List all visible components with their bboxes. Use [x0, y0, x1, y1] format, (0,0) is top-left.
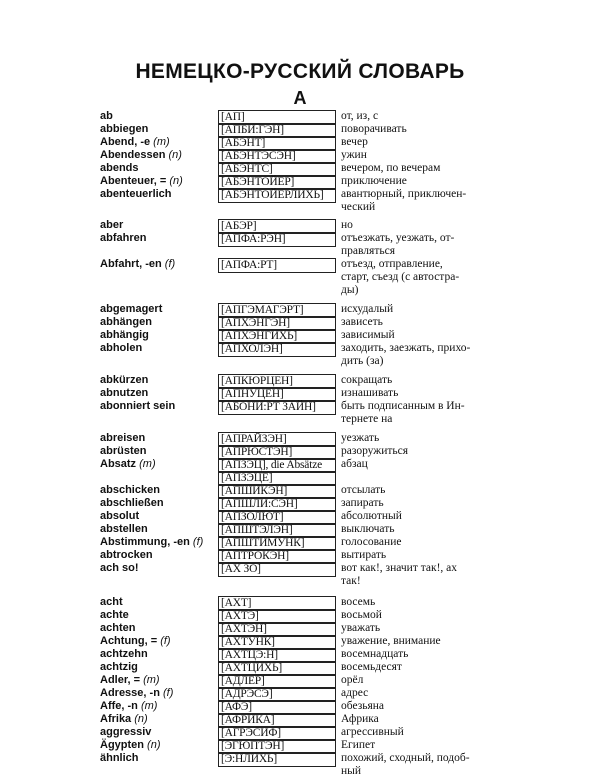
entry-row — [0, 510, 600, 523]
entry-row — [0, 271, 600, 284]
entry-row — [0, 175, 600, 188]
german-word — [100, 713, 218, 726]
entry-row — [0, 284, 600, 297]
transcription: [АПШТИМУНК] — [218, 536, 336, 551]
german-word — [100, 136, 218, 149]
german-word-text: abschicken — [100, 484, 160, 496]
russian-translation: орёл — [341, 674, 364, 686]
entry-row — [0, 562, 600, 575]
russian-translation: отсылать — [341, 484, 386, 496]
german-word-text: Adler, = — [100, 674, 141, 686]
german-word-text: abstellen — [100, 523, 148, 535]
german-word-text: Afrika — [100, 713, 132, 725]
gender-marker: (f) — [189, 536, 204, 548]
transcription: [АПЗЭЦЕ] — [218, 471, 336, 486]
gender-marker: (m) — [136, 458, 156, 470]
entry-row — [0, 726, 600, 739]
russian-translation: восемьдесят — [341, 661, 402, 673]
transcription: [АПНУЦЕН] — [218, 387, 336, 402]
transcription: [АФЭ] — [218, 700, 336, 715]
transcription: [АПТРОКЭН] — [218, 549, 336, 564]
russian-translation: агрессивный — [341, 726, 404, 738]
entry-row — [0, 258, 600, 271]
entry-row — [0, 674, 600, 687]
russian-translation: правляться — [341, 245, 395, 257]
russian-translation: вот как!, значит так!, ах — [341, 562, 458, 574]
gender-marker: (f) — [161, 258, 176, 270]
transcription: [АПХЭНГИХЬ] — [218, 329, 336, 344]
entry-row — [0, 648, 600, 661]
transcription: [АХТУНК] — [218, 635, 336, 650]
german-word-text: abkürzen — [100, 374, 149, 386]
entry-row — [0, 484, 600, 497]
transcription: [АПРЮСТЭН] — [218, 445, 336, 460]
german-word — [100, 149, 218, 162]
entry-row — [0, 458, 600, 471]
german-word-text: acht — [100, 596, 123, 608]
german-word — [100, 303, 218, 316]
german-word — [100, 752, 218, 765]
german-word-text: ab — [100, 110, 113, 122]
entry-row — [0, 752, 600, 765]
german-word-text: abschließen — [100, 497, 164, 509]
gender-marker: (m) — [137, 700, 158, 712]
gender-marker: (m) — [150, 136, 170, 148]
russian-translation: ужин — [341, 149, 367, 161]
entry-row — [0, 316, 600, 329]
entry-row — [0, 219, 600, 232]
german-word-text: Ägypten — [100, 739, 144, 751]
russian-translation: от, из, с — [341, 110, 379, 122]
german-word — [100, 648, 218, 661]
russian-translation: уважать — [341, 622, 381, 634]
german-word-text: achten — [100, 622, 136, 634]
german-word — [100, 219, 218, 232]
transcription: [АПШТЭЛЭН] — [218, 523, 336, 538]
german-word-text: Abfahrt, -en — [100, 258, 162, 270]
german-word — [100, 232, 218, 245]
german-word — [100, 726, 218, 739]
russian-translation: выключать — [341, 523, 395, 535]
german-word-text: abreisen — [100, 432, 146, 444]
german-word-text: aber — [100, 219, 124, 231]
russian-translation: абзац — [341, 458, 368, 470]
transcription: [АБЭР] — [218, 219, 336, 234]
german-word — [100, 536, 218, 549]
transcription: [АХТЭ] — [218, 609, 336, 624]
gender-marker: (f) — [157, 635, 171, 647]
russian-translation: ческий — [341, 201, 376, 213]
transcription: [АБЭНТ] — [218, 136, 336, 151]
entry-row — [0, 700, 600, 713]
russian-translation: разоружиться — [341, 445, 409, 457]
german-word — [100, 510, 218, 523]
entry-row — [0, 110, 600, 123]
transcription: [АХТЦИХЬ] — [218, 661, 336, 676]
german-word — [100, 387, 218, 400]
russian-translation: дить (за) — [341, 355, 384, 367]
german-word — [100, 175, 218, 188]
russian-translation: зависимый — [341, 329, 395, 341]
entry-row — [0, 432, 600, 445]
russian-translation: быть подписанным в Ин- — [341, 400, 465, 412]
german-word — [100, 622, 218, 635]
russian-translation: изнашивать — [341, 387, 399, 399]
russian-translation: ный — [341, 765, 362, 777]
transcription: [ЭГЮПТЭН] — [218, 739, 336, 754]
transcription: [АХ ЗО] — [218, 562, 336, 577]
german-word — [100, 400, 218, 413]
german-word-text: abgemagert — [100, 303, 163, 315]
russian-translation: приключение — [341, 175, 407, 187]
german-word-text: abenteuerlich — [100, 188, 172, 200]
german-word-text: achtzig — [100, 661, 138, 673]
transcription: [АХТЭН] — [218, 622, 336, 637]
german-word-text: achtzehn — [100, 648, 148, 660]
entry-row — [0, 575, 600, 588]
entry-row — [0, 609, 600, 622]
german-word-text: abonniert sein — [100, 400, 176, 412]
german-word-text: achte — [100, 609, 129, 621]
russian-translation: голосование — [341, 536, 402, 548]
entry-row — [0, 497, 600, 510]
entry-row — [0, 374, 600, 387]
transcription: [АПФА:РТ] — [218, 258, 336, 273]
german-word — [100, 549, 218, 562]
transcription: [АБЭНТОЙЕР] — [218, 175, 336, 190]
russian-translation: обезьяна — [341, 700, 385, 712]
german-word — [100, 432, 218, 445]
german-word — [100, 484, 218, 497]
german-word — [100, 596, 218, 609]
russian-translation: ды) — [341, 284, 359, 296]
entry-row — [0, 661, 600, 674]
entry-row — [0, 739, 600, 752]
german-word — [100, 374, 218, 387]
transcription: [АПКЮРЦЕН] — [218, 374, 336, 389]
russian-translation: авантюрный, приключен- — [341, 188, 467, 200]
transcription: [АДЛЕР] — [218, 674, 336, 689]
russian-translation: восьмой — [341, 609, 382, 621]
transcription: [АПФА:РЭН] — [218, 232, 336, 247]
entry-row — [0, 687, 600, 700]
german-word — [100, 523, 218, 536]
transcription: [АБОНИ:РТ ЗАЙН] — [218, 400, 336, 415]
entry-row — [0, 445, 600, 458]
transcription: [АПХЭНГЭН] — [218, 316, 336, 331]
german-word — [100, 316, 218, 329]
german-word-text: Affe, -n — [100, 700, 138, 712]
german-word-text: abtrocken — [100, 549, 153, 561]
entry-row — [0, 596, 600, 609]
german-word — [100, 609, 218, 622]
russian-translation: Египет — [341, 739, 376, 751]
section-letter: A — [293, 88, 307, 108]
entry-row — [0, 387, 600, 400]
german-word-text: ähnlich — [100, 752, 139, 764]
german-word — [100, 739, 218, 752]
transcription: [АП] — [218, 110, 336, 125]
german-word-text: abnutzen — [100, 387, 149, 399]
german-word — [100, 188, 218, 201]
german-word-text: abrüsten — [100, 445, 147, 457]
entry-row — [0, 136, 600, 149]
russian-translation: тернете на — [341, 413, 393, 425]
gender-marker: (n) — [166, 175, 183, 187]
german-word-text: Abenteuer, = — [100, 175, 167, 187]
russian-translation: отъезд, отправление, — [341, 258, 443, 270]
german-word-text: Adresse, -n — [100, 687, 160, 699]
entry-row — [0, 713, 600, 726]
german-word-text: abhängen — [100, 316, 152, 328]
entry-row — [0, 201, 600, 214]
entry-row — [0, 413, 600, 426]
entry-row — [0, 635, 600, 648]
german-word-text: ach so! — [100, 562, 139, 574]
german-word-text: Absatz — [100, 458, 137, 470]
german-word — [100, 497, 218, 510]
russian-translation: адрес — [341, 687, 369, 699]
russian-translation: похожий, сходный, подоб- — [341, 752, 470, 764]
russian-translation: уважение, внимание — [341, 635, 441, 647]
russian-translation: вытирать — [341, 549, 387, 561]
german-word-text: abends — [100, 162, 139, 174]
german-word — [100, 329, 218, 342]
entry-row — [0, 471, 600, 484]
russian-translation: вечером, по вечерам — [341, 162, 441, 174]
german-word — [100, 110, 218, 123]
entry-row — [0, 303, 600, 316]
entry-row — [0, 536, 600, 549]
german-word-text: abhängig — [100, 329, 149, 341]
transcription: [АГРЭСИФ] — [218, 726, 336, 741]
german-word — [100, 687, 218, 700]
transcription: [АПГЭМАГЭРТ] — [218, 303, 336, 318]
entry-row — [0, 400, 600, 413]
russian-translation: исхудалый — [341, 303, 394, 315]
russian-translation: вечер — [341, 136, 368, 148]
entry-row — [0, 765, 600, 778]
russian-translation: поворачивать — [341, 123, 407, 135]
german-word-text: abfahren — [100, 232, 147, 244]
gender-marker: (m) — [140, 674, 160, 686]
german-word-text: Achtung, = — [100, 635, 158, 647]
russian-translation: заходить, заезжать, прихо- — [341, 342, 471, 354]
german-word — [100, 445, 218, 458]
entry-row — [0, 149, 600, 162]
entry-row — [0, 523, 600, 536]
transcription: [АФРИКА] — [218, 713, 336, 728]
german-word — [100, 674, 218, 687]
german-word — [100, 700, 218, 713]
entry-row — [0, 123, 600, 136]
transcription: [АПРАЙЗЭН] — [218, 432, 336, 447]
german-word — [100, 562, 218, 575]
russian-translation: Африка — [341, 713, 379, 725]
transcription: [АБЭНТОЙЕРЛИХЬ] — [218, 188, 336, 203]
transcription: [АПХОЛЭН] — [218, 342, 336, 357]
russian-translation: уезжать — [341, 432, 380, 444]
gender-marker: (n) — [165, 149, 182, 161]
german-word — [100, 342, 218, 355]
gender-marker: (n) — [131, 713, 148, 725]
transcription: [АХТЦЭ:Н] — [218, 648, 336, 663]
russian-translation: абсолютный — [341, 510, 402, 522]
transcription: [АБЭНТЭСЭН] — [218, 149, 336, 164]
german-word-text: abholen — [100, 342, 143, 354]
russian-translation: сокращать — [341, 374, 393, 386]
german-word-text: Abendessen — [100, 149, 166, 161]
russian-translation: но — [341, 219, 353, 231]
transcription: [Э:НЛИХЬ] — [218, 752, 336, 767]
transcription: [АПЗЭЦ], die Absätze — [218, 458, 336, 473]
german-word-text: aggressiv — [100, 726, 152, 738]
german-word — [100, 635, 218, 648]
transcription: [АХТ] — [218, 596, 336, 611]
transcription: [АПБИ:ГЭН] — [218, 123, 336, 138]
page-title: НЕМЕЦКО-РУССКИЙ СЛОВАРЬ — [135, 60, 465, 83]
gender-marker: (n) — [144, 739, 161, 751]
german-word-text: Abstimmung, -en — [100, 536, 190, 548]
german-word — [100, 458, 218, 471]
entry-row — [0, 549, 600, 562]
gender-marker: (f) — [159, 687, 174, 699]
russian-translation: восемь — [341, 596, 376, 608]
transcription: [АБЭНТС] — [218, 162, 336, 177]
entry-row — [0, 355, 600, 368]
transcription: [АПЗОЛЮТ] — [218, 510, 336, 525]
russian-translation: так! — [341, 575, 361, 587]
german-word — [100, 258, 218, 271]
entry-row — [0, 622, 600, 635]
russian-translation: старт, съезд (с автостра- — [341, 271, 460, 283]
transcription: [АПШИКЭН] — [218, 484, 336, 499]
german-word-text: abbiegen — [100, 123, 149, 135]
russian-translation: отъезжать, уезжать, от- — [341, 232, 455, 244]
entry-row — [0, 342, 600, 355]
russian-translation: восемнадцать — [341, 648, 409, 660]
german-word-text: absolut — [100, 510, 140, 522]
transcription: [АДРЭСЭ] — [218, 687, 336, 702]
entry-row — [0, 329, 600, 342]
entry-row — [0, 188, 600, 201]
entry-row — [0, 245, 600, 258]
german-word — [100, 123, 218, 136]
entry-row — [0, 162, 600, 175]
german-word-text: Abend, -e — [100, 136, 151, 148]
russian-translation: запирать — [341, 497, 384, 509]
russian-translation: зависеть — [341, 316, 383, 328]
german-word — [100, 661, 218, 674]
entry-row — [0, 232, 600, 245]
transcription: [АПШЛИ:СЭН] — [218, 497, 336, 512]
german-word — [100, 162, 218, 175]
